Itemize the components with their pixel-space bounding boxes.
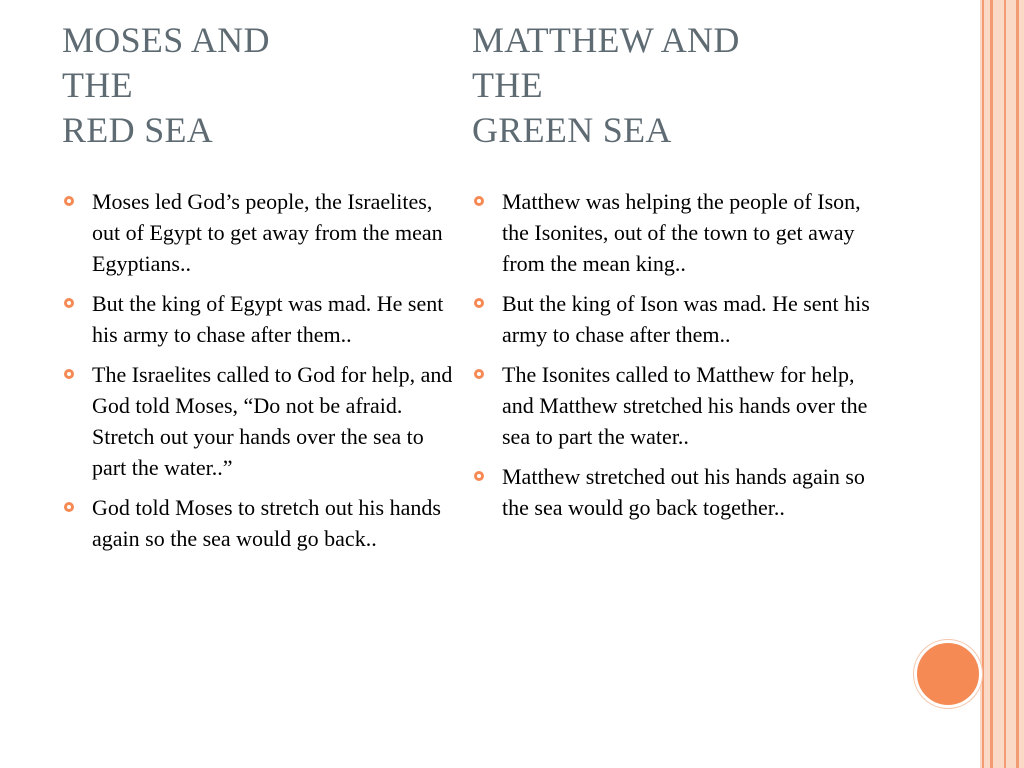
hollow-circle-bullet-icon [64, 298, 74, 308]
heading-line: THE [62, 65, 133, 105]
heading-line: MATTHEW AND [472, 20, 740, 60]
bullet-item [62, 288, 457, 350]
decorative-circle [914, 640, 982, 708]
bullet-text: But the king of Egypt was mad. He sent his army to chase after them.. [92, 291, 444, 347]
hollow-circle-bullet-icon [64, 196, 74, 206]
bullet-item [472, 359, 882, 452]
bullet-text: Matthew stretched out his hands again so the sea would go back together.. [502, 464, 865, 520]
left-column [62, 18, 457, 551]
decorative-stripe-line [1004, 0, 1006, 768]
heading-line: THE [472, 65, 543, 105]
heading-line: GREEN SEA [472, 110, 672, 150]
left-bullet-list [62, 186, 457, 563]
bullet-item [472, 461, 882, 523]
bullet-text: But the king of Ison was mad. He sent his army to chase after them.. [502, 291, 870, 347]
hollow-circle-bullet-icon [474, 196, 484, 206]
heading-line: RED SEA [62, 110, 214, 150]
hollow-circle-bullet-icon [474, 298, 484, 308]
bullet-item [62, 492, 457, 554]
right-column [472, 18, 892, 520]
hollow-circle-bullet-icon [474, 471, 484, 481]
bullet-text: The Isonites called to Matthew for help, and Matthew stretched his hands over the sea to part the water.. [502, 362, 868, 449]
decorative-stripe-line [1016, 0, 1019, 768]
left-heading [62, 18, 457, 153]
decorative-stripe-line [990, 0, 993, 768]
heading-line: MOSES AND [62, 20, 270, 60]
right-heading [472, 18, 892, 153]
right-bullet-list [472, 186, 882, 532]
hollow-circle-bullet-icon [64, 502, 74, 512]
bullet-text: The Israelites called to God for help, and God told Moses, “Do not be afraid. Stretch out your hands over the sea to part the water..” [92, 362, 453, 480]
bullet-item [472, 186, 882, 279]
bullet-text: God told Moses to stretch out his hands again so the sea would go back.. [92, 495, 441, 551]
bullet-text: Moses led God’s people, the Israelites, out of Egypt to get away from the mean Egyptians.. [92, 189, 443, 276]
bullet-item [62, 359, 457, 483]
bullet-text: Matthew was helping the people of Ison, the Isonites, out of the town to get away from the mean king.. [502, 189, 861, 276]
decorative-stripe-line [982, 0, 984, 768]
hollow-circle-bullet-icon [474, 369, 484, 379]
hollow-circle-bullet-icon [64, 369, 74, 379]
bullet-item [472, 288, 882, 350]
bullet-item [62, 186, 457, 279]
